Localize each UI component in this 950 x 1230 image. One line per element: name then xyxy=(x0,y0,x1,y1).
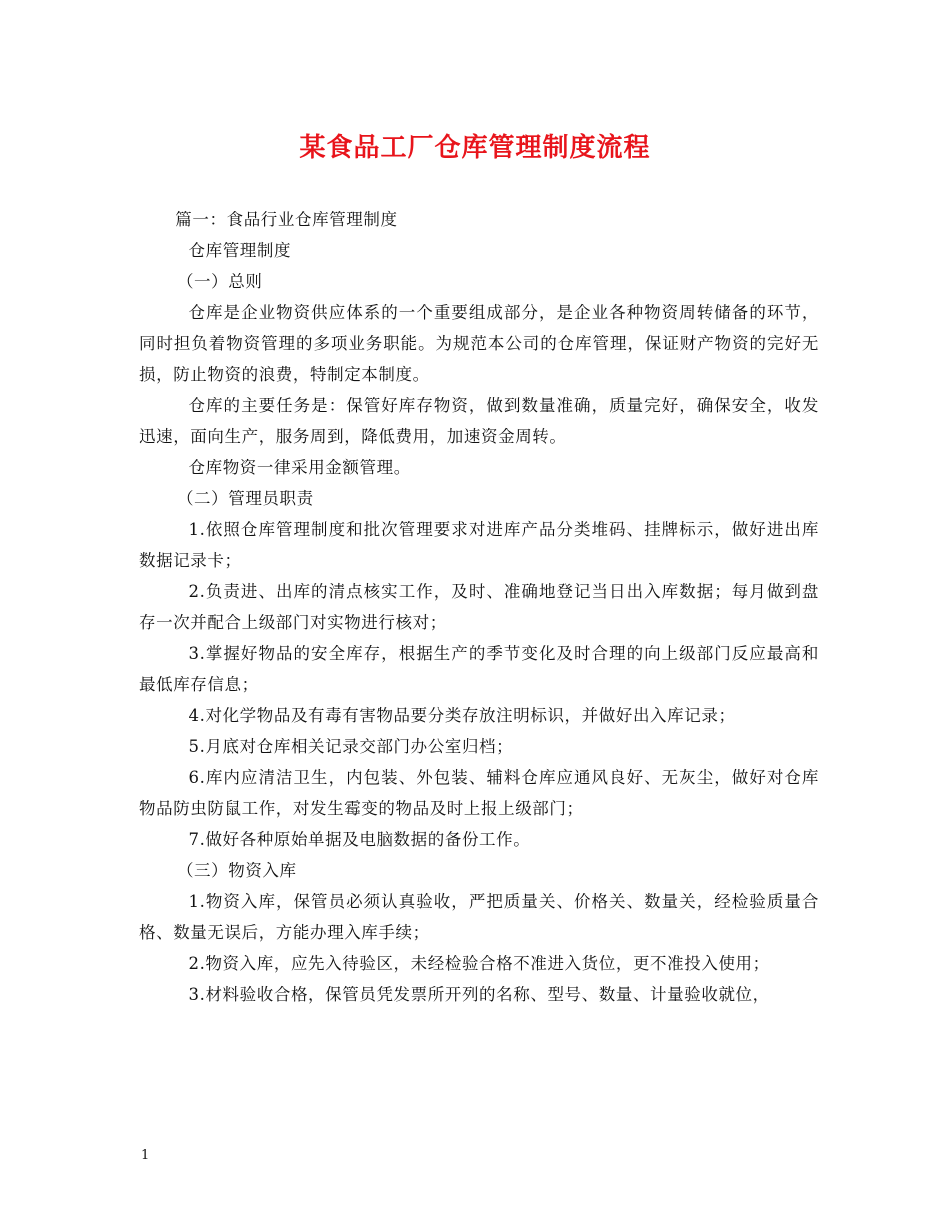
paragraph: 篇一：食品行业仓库管理制度 xyxy=(175,210,398,229)
paragraph: 仓库物资一律采用金额管理。 xyxy=(188,458,411,477)
paragraph: 仓库管理制度 xyxy=(188,241,292,260)
page-number: 1 xyxy=(141,1148,150,1163)
document-title: 某食品工厂仓库管理制度流程 xyxy=(299,133,651,163)
list-item: 5.月底对仓库相关记录交部门办公室归档； xyxy=(188,737,514,756)
list-item: 7.做好各种原始单据及电脑数据的备份工作。 xyxy=(188,830,531,849)
list-item: 2.物资入库，应先入待验区，未经检验合格不准进入货位，更不准投入使用； xyxy=(188,954,770,973)
paragraph: 仓库的主要任务是：保管好库存物资，做到数量准确，质量完好，确保安全，收发迅速，面向生产，服务周到，降低费用，加速资金周转。 xyxy=(139,396,819,446)
list-item: 6.库内应清洁卫生，内包装、外包装、辅料仓库应通风良好、无灰尘，做好对仓库物品防虫防鼠工作，对发生霉变的物品及时上报上级部门； xyxy=(139,768,819,818)
list-item: 3.掌握好物品的安全库存，根据生产的季节变化及时合理的向上级部门反应最高和最低库存信息； xyxy=(139,644,819,694)
list-item: 1.物资入库，保管员必须认真验收，严把质量关、价格关、数量关，经检验质量合格、数量无误后，方能办理入库手续； xyxy=(139,892,819,942)
list-item: 3.材料验收合格，保管员凭发票所开列的名称、型号、数量、计量验收就位， xyxy=(188,985,770,1004)
list-item: 1.依照仓库管理制度和批次管理要求对进库产品分类堆码、挂牌标示，做好进出库数据记录卡； xyxy=(139,520,819,570)
list-item: 4.对化学物品及有毒有害物品要分类存放注明标识，并做好出入库记录； xyxy=(188,706,736,725)
paragraph: 仓库是企业物资供应体系的一个重要组成部分，是企业各种物资周转储备的环节，同时担负着物资管理的多项业务职能。为规范本公司的仓库管理，保证财产物资的完好无损，防止物资的浪费，特制定本制度。 xyxy=(139,303,819,384)
section-heading: （三）物资入库 xyxy=(176,861,297,880)
section-heading: （二）管理员职责 xyxy=(176,489,314,508)
section-heading: （一）总则 xyxy=(176,272,263,291)
document-body xyxy=(139,204,819,1010)
list-item: 2.负责进、出库的清点核实工作，及时、准确地登记当日出入库数据；每月做到盘存一次并配合上级部门对实物进行核对； xyxy=(139,582,819,632)
